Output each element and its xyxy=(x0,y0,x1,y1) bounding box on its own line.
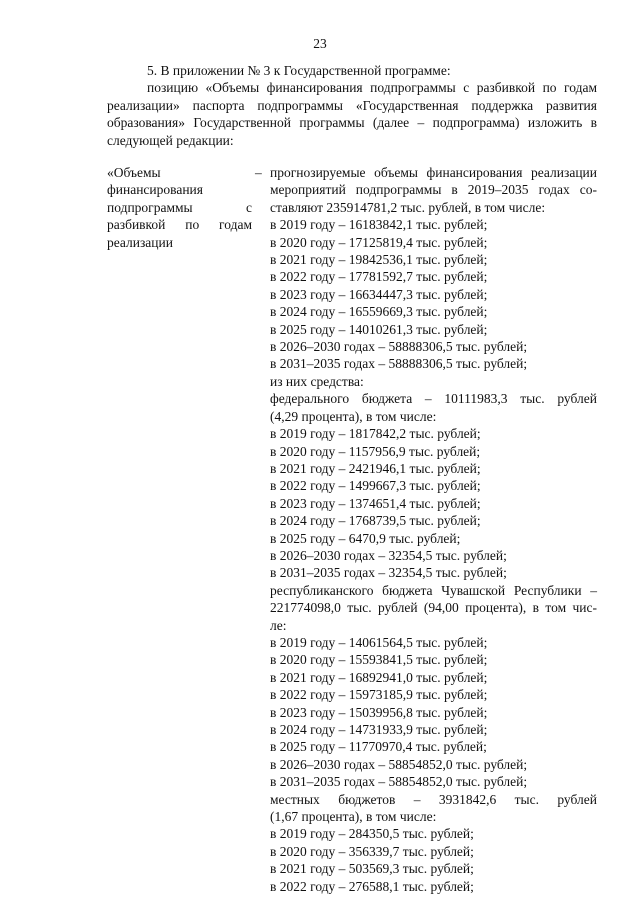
federal-year-line: в 2024 году – 1768739,5 тыс. рублей; xyxy=(270,513,481,529)
republic-year-line: в 2019 году – 14061564,5 тыс. рублей; xyxy=(270,634,488,650)
federal-text-line: федерального бюджета – 10111983,3 тыс. рублей xyxy=(270,391,597,407)
page-number: 23 xyxy=(313,36,327,51)
total-year-line: в 2021 году – 19842536,1 тыс. рублей; xyxy=(270,252,488,268)
republic-year-line: в 2021 году – 16892941,0 тыс. рублей; xyxy=(270,669,488,685)
federal-year-line: в 2023 году – 1374651,4 тыс. рублей; xyxy=(270,495,481,511)
position-dash: – xyxy=(255,165,262,180)
total-year-line: в 2031–2035 годах – 58888306,5 тыс. рублей; xyxy=(270,356,528,372)
funding-values xyxy=(270,164,597,895)
total-text-line: мероприятий подпрограммы в 2019–2035 годах со- xyxy=(270,182,597,198)
instruction-paragraph: позицию «Объемы финансирования подпрограммы с разбивкой по годам реализации» паспорта подпрограммы «Государственная поддержка развития образования» Государственной программы (далее – подпрограмма) изложить в следующей редакции: xyxy=(107,80,597,148)
total-year-line: в 2026–2030 годах – 58888306,5 тыс. рублей; xyxy=(270,339,528,355)
local-text-line: (1,67 процента), в том числе: xyxy=(270,809,437,825)
total-text-line: ставляют 235914781,2 тыс. рублей, в том числе: xyxy=(270,199,546,215)
federal-year-line: в 2019 году – 1817842,2 тыс. рублей; xyxy=(270,426,481,442)
federal-year-line: в 2022 году – 1499667,3 тыс. рублей; xyxy=(270,478,481,494)
republic-text-line: республиканского бюджета Чувашской Республики – xyxy=(270,582,597,598)
intro-block xyxy=(107,62,597,149)
republic-year-line: в 2022 году – 15973185,9 тыс. рублей; xyxy=(270,687,488,703)
total-year-line: в 2020 году – 17125819,4 тыс. рублей; xyxy=(270,234,488,250)
republic-year-line: в 2025 году – 11770970,4 тыс. рублей; xyxy=(270,739,487,755)
local-year-line: в 2019 году – 284350,5 тыс. рублей; xyxy=(270,826,474,842)
federal-year-line: в 2026–2030 годах – 32354,5 тыс. рублей; xyxy=(270,547,507,563)
republic-text-line: 221774098,0 тыс. рублей (94,00 процента), в том чис- xyxy=(270,600,597,616)
local-year-line: в 2021 году – 503569,3 тыс. рублей; xyxy=(270,861,474,877)
republic-year-line: в 2024 году – 14731933,9 тыс. рублей; xyxy=(270,722,488,737)
total-year-line: в 2023 году – 16634447,3 тыс. рублей; xyxy=(270,286,488,302)
item-heading: 5. В приложении № 3 к Государственной программе: xyxy=(147,63,451,78)
republic-year-line: в 2026–2030 годах – 58854852,0 тыс. рублей; xyxy=(270,756,528,772)
republic-year-line: в 2020 году – 15593841,5 тыс. рублей; xyxy=(270,652,488,668)
federal-year-line: в 2020 году – 1157956,9 тыс. рублей; xyxy=(270,443,481,459)
local-year-line: в 2020 году – 356339,7 тыс. рублей; xyxy=(270,843,474,859)
federal-year-line: в 2025 году – 6470,9 тыс. рублей; xyxy=(270,530,461,546)
total-year-line: в 2025 году – 14010261,3 тыс. рублей; xyxy=(270,321,488,337)
position-label: «Объемы финансирования подпрограммы с разбивкой по годам реализации xyxy=(107,165,252,250)
republic-text-line: ле: xyxy=(270,617,287,633)
total-year-line: в 2022 году – 17781592,7 тыс. рублей; xyxy=(270,269,488,285)
federal-text-line: (4,29 процента), в том числе: xyxy=(270,408,437,424)
local-text-line: местных бюджетов – 3931842,6 тыс. рублей xyxy=(270,791,597,807)
federal-year-line: в 2031–2035 годах – 32354,5 тыс. рублей; xyxy=(270,565,507,581)
federal-year-line: в 2021 году – 2421946,1 тыс. рублей; xyxy=(270,460,481,476)
republic-year-line: в 2023 году – 15039956,8 тыс. рублей; xyxy=(270,704,488,720)
republic-year-line: в 2031–2035 годах – 58854852,0 тыс. рублей; xyxy=(270,774,528,790)
total-text-line: прогнозируемые объемы финансирования реализации xyxy=(270,165,597,180)
total-year-line: в 2019 году – 16183842,1 тыс. рублей; xyxy=(270,217,488,233)
local-year-line: в 2022 году – 276588,1 тыс. рублей; xyxy=(270,878,474,894)
total-year-line: в 2024 году – 16559669,3 тыс. рублей; xyxy=(270,304,488,320)
of-which-line: из них средства: xyxy=(270,373,364,389)
